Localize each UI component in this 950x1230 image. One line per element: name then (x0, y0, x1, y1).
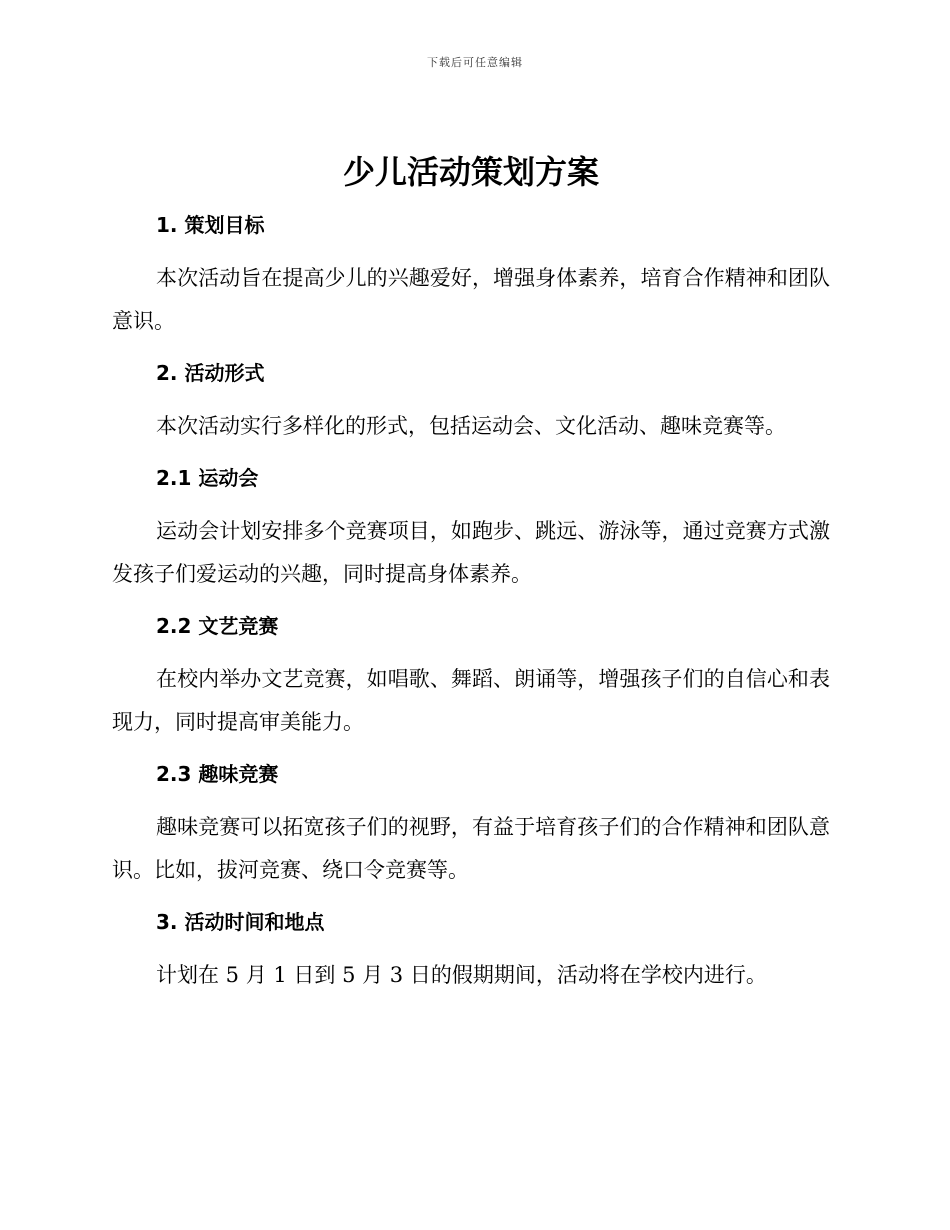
section-2-1 (112, 464, 830, 612)
document-title: 少儿活动策划方案 (342, 153, 599, 191)
section-paragraph: 本次活动旨在提高少儿的兴趣爱好，增强身体素养，培育合作精神和团队意识。 (112, 266, 830, 333)
section-paragraph: 计划在 5 月 1 日到 5 月 3 日的假期期间，活动将在学校内进行。 (156, 963, 767, 987)
section-paragraph: 在校内举办文艺竞赛，如唱歌、舞蹈、朗诵等，增强孩子们的自信心和表现力，同时提高审美能力。 (112, 667, 830, 734)
section-2-3 (112, 760, 830, 908)
section-heading: 1. 策划目标 (156, 213, 265, 237)
section-paragraph: 运动会计划安排多个竞赛项目，如跑步、跳远、游泳等，通过竞赛方式激发孩子们爱运动的兴趣，同时提高身体素养。 (112, 519, 830, 586)
section-1 (112, 211, 830, 359)
section-3 (112, 908, 830, 997)
section-paragraph: 趣味竞赛可以拓宽孩子们的视野，有益于培育孩子们的合作精神和团队意识。比如，拔河竞赛、绕口令竞赛等。 (112, 815, 830, 882)
section-heading: 2.1 运动会 (156, 466, 259, 490)
section-heading: 2. 活动形式 (156, 361, 265, 385)
section-2-2 (112, 612, 830, 760)
section-heading: 2.3 趣味竞赛 (156, 762, 279, 786)
section-heading: 3. 活动时间和地点 (156, 910, 325, 934)
document-content (112, 148, 830, 997)
section-paragraph: 本次活动实行多样化的形式，包括运动会、文化活动、趣味竞赛等。 (156, 414, 786, 438)
header-note: 下载后可任意编辑 (427, 56, 523, 69)
section-heading: 2.2 文艺竞赛 (156, 614, 279, 638)
section-2 (112, 359, 830, 464)
